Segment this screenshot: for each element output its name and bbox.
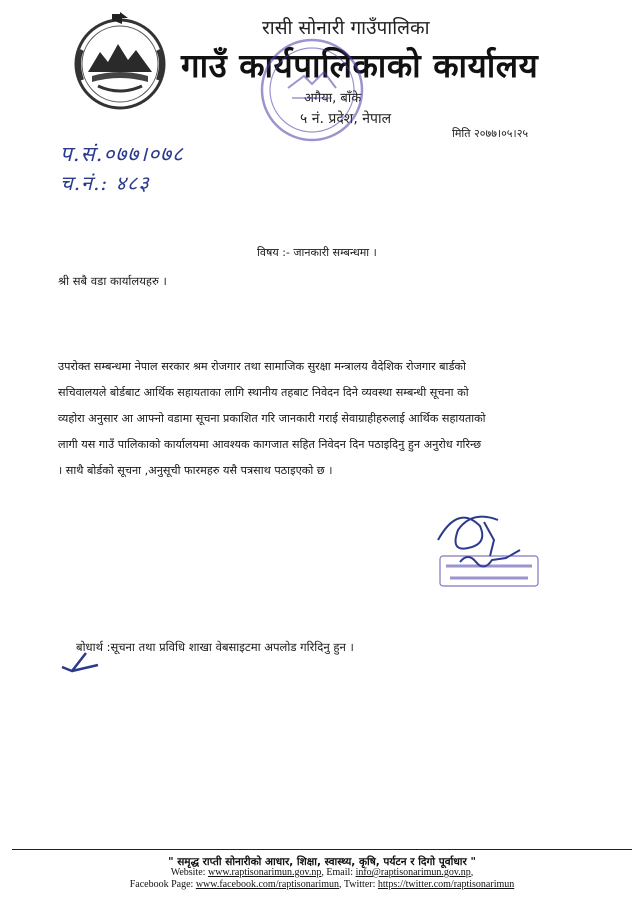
signature-stamp-icon — [428, 500, 546, 596]
email-end: , — [470, 867, 474, 878]
footer-divider — [12, 849, 632, 850]
office-title: गाउँ कार्यपालिकाको कार्यालय — [181, 46, 539, 85]
office-location: अगैया, बाँके — [304, 91, 362, 106]
dispatch-number: च.नं.: ४८३ — [60, 171, 150, 195]
cc-note: बोधार्थ :सूचना तथा प्रविधि शाखा वेबसाइटमा अपलोड गरिदिनु हुन । — [76, 640, 354, 654]
email-link[interactable]: info@raptisonarimun.gov.np — [355, 867, 471, 878]
letter-date: मिति २०७७।०५।२५ — [452, 127, 529, 140]
body-line: व्यहोरा अनुसार आ आफ्नो वडामा सूचना प्रकाशित गरि जानकारी गराई सेवाग्राहीहरुलाई आर्थिक सहायताको — [58, 412, 486, 425]
email-label: , Email: — [321, 867, 356, 878]
body-line: सचिवालयले बोर्डबाट आर्थिक सहायताका लागि स्थानीय तहबाट निवेदन दिने व्यवस्था सम्बन्धी सूचना को — [58, 386, 469, 399]
body-line: उपरोक्त सम्बन्धमा नेपाल सरकार श्रम रोजगार तथा सामाजिक सुरक्षा मन्त्रालय वैदेशिक रोजगार बार्डको — [58, 360, 466, 373]
reference-number: प.सं.०७७।०७८ — [60, 142, 184, 166]
website-label: Website: — [170, 867, 208, 878]
twitter-link[interactable]: https://twitter.com/raptisonarimun — [377, 879, 515, 890]
letter-subject: विषय :- जानकारी सम्बन्धमा । — [257, 246, 377, 259]
footer-motto: " समृद्ध राप्ती सोनारीको आधार, शिक्षा, स्वास्थ्य, कृषि, पर्यटन र दिगो पूर्वाधार " — [168, 856, 476, 868]
letter-body — [58, 354, 632, 484]
twitter-label: , Twitter: — [339, 879, 378, 890]
letter-salutation: श्री सबै वडा कार्यालयहरु । — [58, 274, 167, 288]
body-line: । साथै बोर्डको सूचना ,अनुसूची फारमहरु यसै पत्रसाथ पठाइएको छ । — [58, 464, 333, 477]
nepal-emblem-icon — [68, 10, 172, 114]
website-link[interactable]: www.raptisonarimun.gov.np — [207, 867, 322, 878]
body-line: लागी यस गाउँ पालिकाको कार्यालयमा आवश्यक कागजात सहित निवेदन दिन पठाइदिनु हुन अनुरोध गरिन्छ — [58, 438, 482, 451]
facebook-label: Facebook Page: — [129, 879, 196, 890]
facebook-link[interactable]: www.facebook.com/raptisonarimun — [195, 879, 340, 890]
municipality-name: रासी सोनारी गाउँपालिका — [262, 17, 430, 39]
footer-social-line — [0, 879, 644, 890]
province-line: ५ नं. प्रदेश, नेपाल — [300, 111, 392, 127]
office-stamp-icon — [248, 26, 376, 154]
footer-contact-line — [0, 867, 644, 878]
